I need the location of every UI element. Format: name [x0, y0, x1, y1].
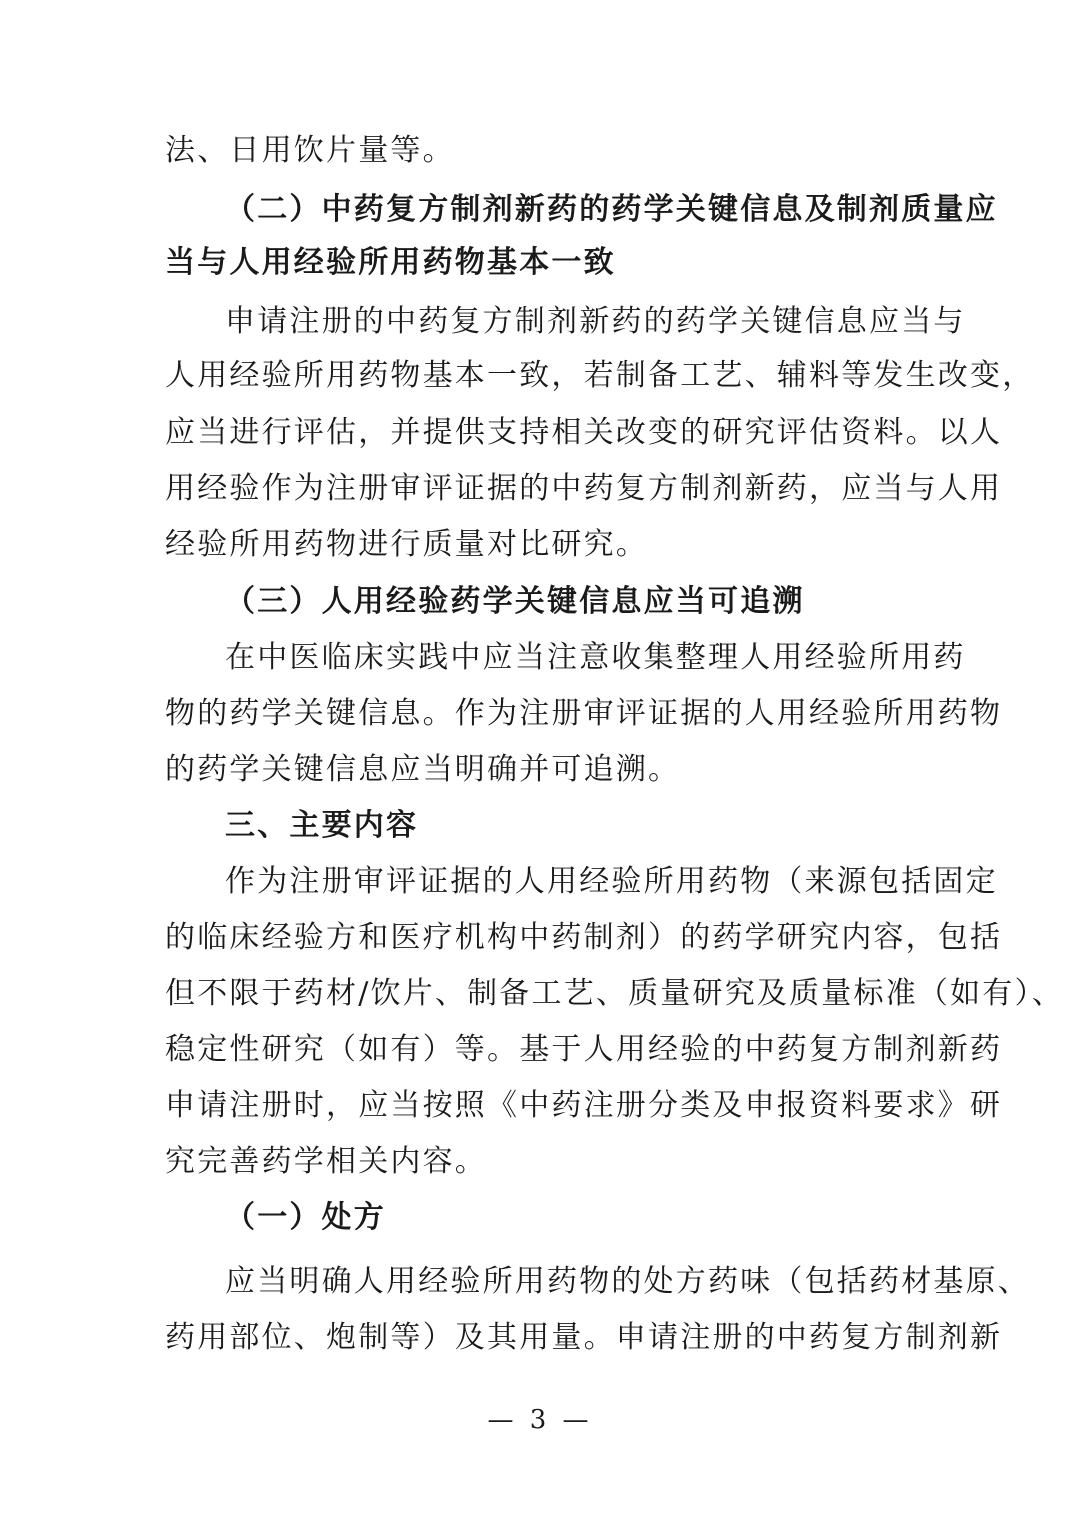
- paragraph-line: 申请注册时，应当按照《中药注册分类及申报资料要求》研: [165, 1088, 1003, 1123]
- page-number: — 3 —: [487, 1405, 593, 1435]
- paragraph-line: 但不限于药材/饮片、制备工艺、质量研究及质量标准（如有）、: [165, 976, 1064, 1011]
- subsection-heading-1: （一）处方: [225, 1200, 386, 1235]
- paragraph-line: 在中医临床实践中应当注意收集整理人用经验所用药: [225, 640, 966, 675]
- paragraph-line: 用经验作为注册审评证据的中药复方制剂新药，应当与人用: [165, 471, 1003, 506]
- paragraph-line: 经验所用药物进行质量对比研究。: [165, 527, 648, 562]
- chapter-heading: 三、主要内容: [225, 808, 419, 843]
- paragraph-line: 应当进行评估，并提供支持相关改变的研究评估资料。以人: [165, 415, 1003, 450]
- paragraph-line: 稳定性研究（如有）等。基于人用经验的中药复方制剂新药: [165, 1032, 1003, 1067]
- paragraph-line: 的临床经验方和医疗机构中药制剂）的药学研究内容，包括: [165, 920, 1003, 955]
- paragraph-line: 物的药学关键信息。作为注册审评证据的人用经验所用药物: [165, 696, 1003, 731]
- section-heading-2-continued: 当与人用经验所用药物基本一致: [165, 245, 616, 280]
- section-heading-2: （二）中药复方制剂新药的药学关键信息及制剂质量应: [225, 192, 998, 227]
- paragraph-line: 的药学关键信息应当明确并可追溯。: [165, 752, 681, 787]
- paragraph-line: 究完善药学相关内容。: [165, 1144, 487, 1179]
- paragraph-line: 药用部位、炮制等）及其用量。申请注册的中药复方制剂新: [165, 1320, 1003, 1355]
- paragraph-line: 作为注册审评证据的人用经验所用药物（来源包括固定: [225, 864, 998, 899]
- paragraph-line: 法、日用饮片量等。: [165, 133, 455, 168]
- paragraph-line: 申请注册的中药复方制剂新药的药学关键信息应当与: [225, 304, 966, 339]
- section-heading-3: （三）人用经验药学关键信息应当可追溯: [225, 584, 805, 619]
- paragraph-line: 人用经验所用药物基本一致，若制备工艺、辅料等发生改变，: [165, 358, 1035, 393]
- paragraph-line: 应当明确人用经验所用药物的处方药味（包括药材基原、: [225, 1264, 1030, 1299]
